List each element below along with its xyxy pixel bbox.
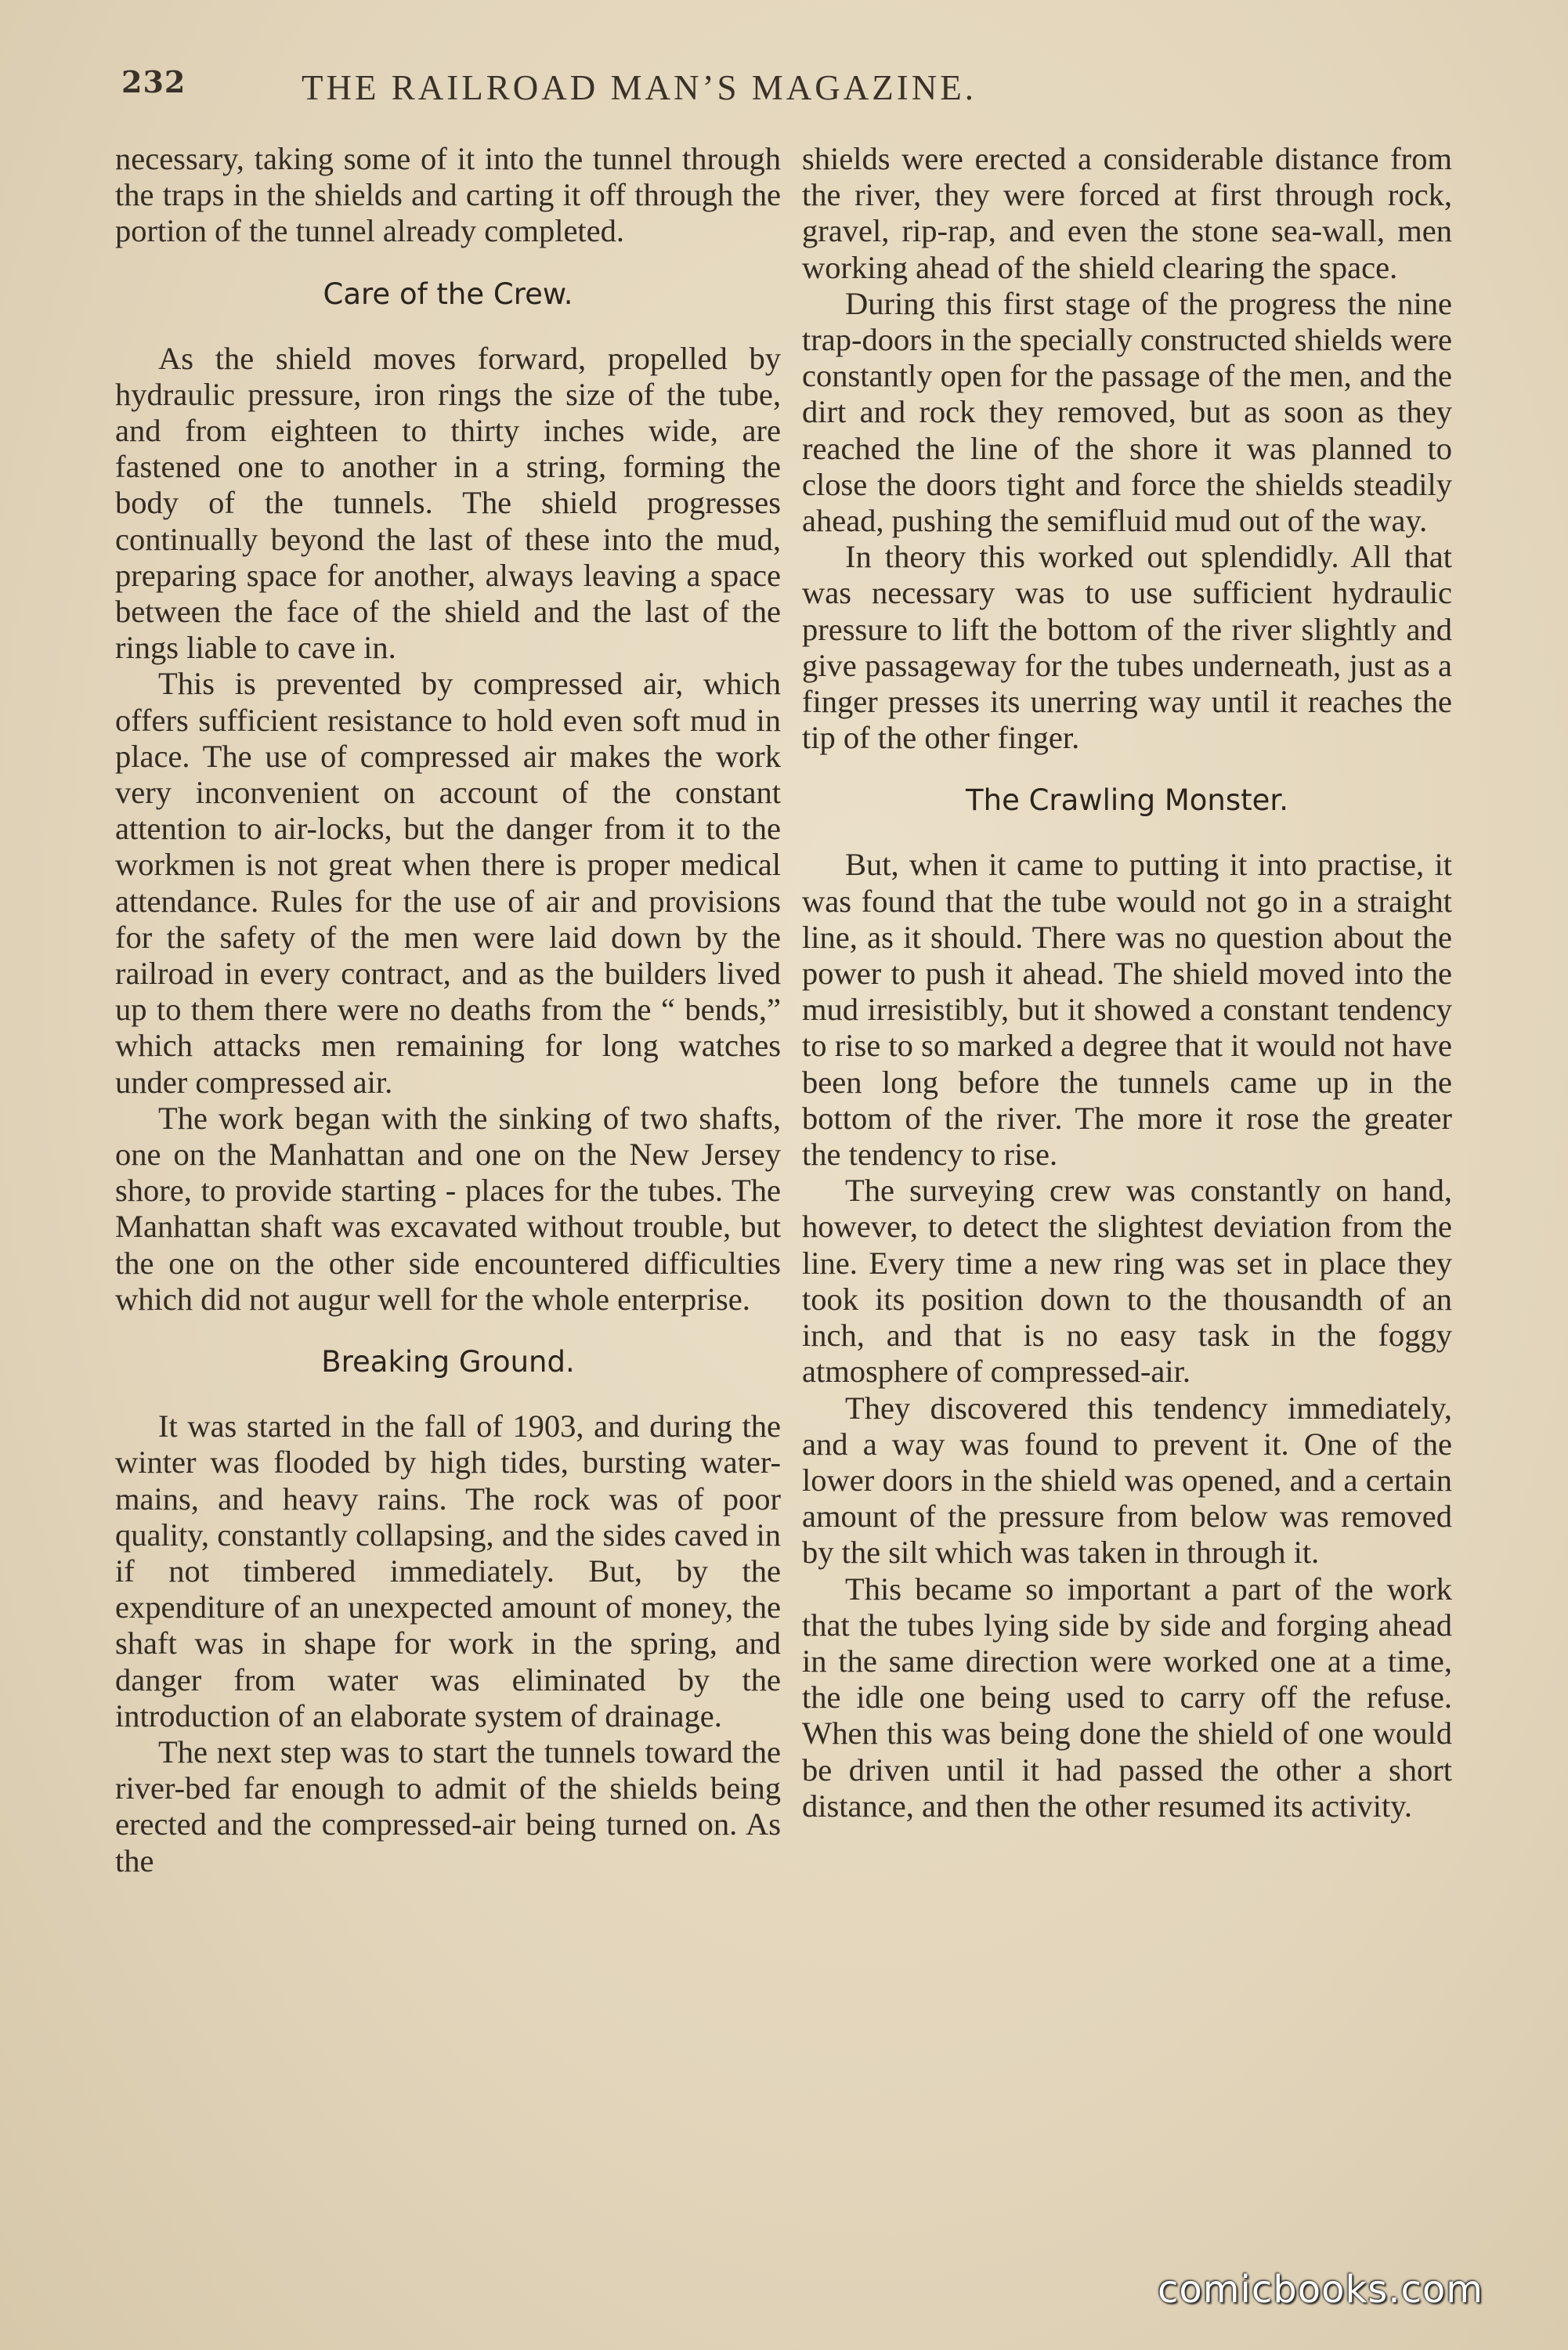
paragraph: shields were erected a considerable distance from the river, they were forced at first through rock, gravel, rip-rap, and even the stone sea-wall, men working ahead of the shield clearing the space. [802,141,1452,285]
paragraph: The surveying crew was constantly on hand, however, to detect the slightest deviation from the line. Every time a new ring was set in place they took its position down to the thousandth of an inch, and that is no easy task in the foggy atmosphere of compressed-air. [802,1173,1452,1390]
section-heading: Care of the Crew. [323,277,573,311]
paragraph: But, when it came to putting it into practise, it was found that the tube would not go in a straight line, as it should. There was no question about the power to push it ahead. The shield moved into the mud irresistibly, but it showed a constant tendency to rise to so marked a degree that it would not have been long before the tunnels came up in the bottom of the river. The more it rose the greater the tendency to rise. [802,847,1452,1173]
paragraph: The next step was to start the tunnels toward the river-bed far enough to admit of the shields being erected and the compressed-air being turned on. As the [115,1734,781,1878]
section-heading: Breaking Ground. [321,1345,575,1379]
page-header [121,64,1155,119]
section-heading: The Crawling Monster. [966,783,1288,818]
right-column [802,141,1452,1824]
running-title: THE RAILROAD MAN’S MAGAZINE. [302,68,977,107]
paragraph: During this first stage of the progress the nine trap-doors in the specially constructed shields were constantly open for the passage of the men, and the dirt and rock they removed, but as soon as they reached the line of the shore it was planned to close the doors tight and force the shields steadily ahead, pushing the semifluid mud out of the way. [802,285,1452,539]
paragraph: necessary, taking some of it into the tunnel through the traps in the shields and carting it off through the portion of the tunnel already completed. [115,141,781,249]
watermark: comicbooks.com [1158,2268,1484,2312]
paragraph: In theory this worked out splendidly. All that was necessary was to use sufficient hydraulic pressure to lift the bottom of the river slightly and give passageway for the tubes underneath, just as a finger presses its unerring way until it reaches the tip of the other finger. [802,539,1452,756]
paragraph: They discovered this tendency immediately, and a way was found to prevent it. One of the lower doors in the shield was opened, and a certain amount of the pressure from below was removed by the silt which was taken in through it. [802,1390,1452,1571]
paragraph: This became so important a part of the work that the tubes lying side by side and forging ahead in the same direction were worked one at a time, the idle one being used to carry off the refuse. When this was being done the shield of one would be driven until it had passed the other a short distance, and then the other resumed its activity. [802,1571,1452,1824]
paragraph: It was started in the fall of 1903, and during the winter was flooded by high tides, bursting water-mains, and heavy rains. The rock was of poor quality, constantly collapsing, and the sides caved in if not timbered immediately. But, by the expenditure of an unexpected amount of money, the shaft was in shape for work in the spring, and danger from water was eliminated by the introduction of an elaborate system of drainage. [115,1408,781,1734]
paragraph: As the shield moves forward, propelled by hydraulic pressure, iron rings the size of the tube, and from eighteen to thirty inches wide, are fastened one to another in a string, forming the body of the tunnels. The shield progresses continually beyond the last of these into the mud, preparing space for another, always leaving a space between the face of the shield and the last of the rings liable to cave in. [115,340,781,666]
left-column [115,141,781,1879]
paragraph: This is prevented by compressed air, which offers sufficient resistance to hold even soft mud in place. The use of compressed air makes the work very inconvenient on account of the constant attention to air-locks, but the danger from it to the workmen is not great when there is proper medical attendance. Rules for the use of air and provisions for the safety of the men were laid down by the railroad in every contract, and as the builders lived up to them there were no deaths from the “ bends,” which attacks men remaining for long watches under compressed air. [115,666,781,1100]
page-number: 232 [121,64,186,99]
paragraph: The work began with the sinking of two shafts, one on the Manhattan and one on the New Jersey shore, to provide starting - places for the tubes. The Manhattan shaft was excavated without trouble, but the one on the other side encountered difficulties which did not augur well for the whole enterprise. [115,1100,781,1317]
